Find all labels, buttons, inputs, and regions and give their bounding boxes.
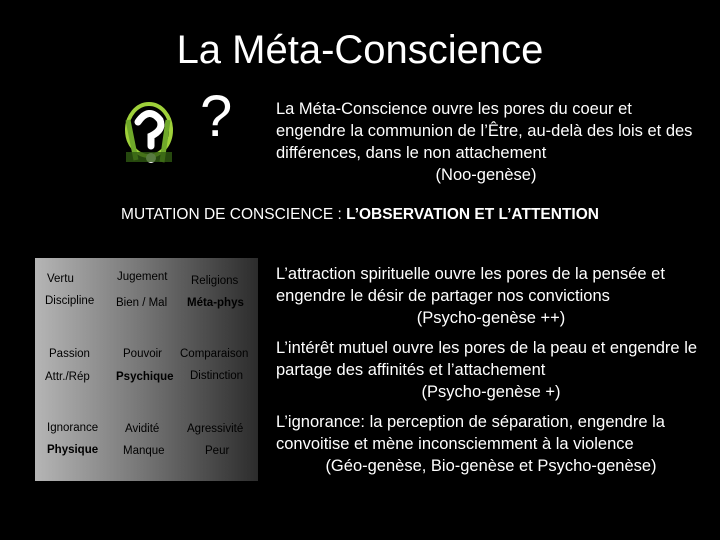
level-2-description-block (276, 337, 706, 403)
level-1-genesis: (Psycho-genèse ++) (416, 309, 566, 327)
level-2-cell: Attr./Rép (45, 371, 90, 383)
level-3-genesis: (Géo-genèse, Bio-genèse et Psycho-genèse) (325, 457, 657, 475)
level-1-cell: Bien / Mal (116, 297, 168, 309)
level-2-cell: Comparaison (180, 348, 249, 360)
level-1-cell: Religions (191, 275, 239, 287)
level-3-cell: Avidité (125, 423, 160, 435)
level-2-cell: Pouvoir (123, 348, 162, 360)
intro-text: La Méta-Conscience ouvre les pores du coeur et engendre la communion de l’Être, au-delà des lois et des différences, dans le non attachement (276, 100, 693, 162)
level-1-cell: Jugement (117, 271, 168, 283)
level-band-3 (35, 406, 258, 481)
subtitle-bold: L’OBSERVATION ET L’ATTENTION (346, 206, 599, 223)
subtitle-prefix: MUTATION DE CONSCIENCE : (121, 206, 347, 223)
section-subtitle (0, 206, 720, 224)
level-2-description: L’intérêt mutuel ouvre les pores de la peau et engendre le partage des affinités et l’attachement (276, 339, 698, 379)
level-2-genesis: (Psycho-genèse +) (421, 383, 561, 401)
level-1-cell: Discipline (45, 295, 95, 307)
level-1-cell: Vertu (47, 273, 74, 285)
slide-title: La Méta-Conscience (176, 28, 544, 72)
level-2-cell: Passion (49, 348, 90, 360)
level-band-1 (35, 258, 258, 333)
level-1-cell: Méta-phys (187, 297, 244, 309)
level-3-cell: Ignorance (47, 422, 99, 434)
level-3-cell: Peur (205, 445, 230, 457)
level-3-description-block (276, 411, 706, 477)
level-3-cell: Agressivité (187, 423, 244, 435)
level-3-cell: Physique (47, 444, 99, 456)
level-band-2 (35, 332, 258, 407)
level-1-description-block (276, 263, 706, 329)
level-2-cell: Distinction (190, 370, 244, 382)
intro-genesis: (Noo-genèse) (435, 166, 537, 184)
intro-text-block (276, 98, 696, 186)
level-3-description: L’ignorance: la perception de séparation, engendre la convoitise et mène inconsciemment à la violence (276, 413, 665, 453)
question-figure-icon (118, 100, 180, 172)
level-1-description: L’attraction spirituelle ouvre les pores de la pensée et engendre le désir de partager nos convictions (276, 265, 665, 305)
level-3-cell: Manque (123, 445, 165, 457)
level-2-cell: Psychique (116, 371, 174, 383)
question-mark: ? (200, 84, 233, 149)
